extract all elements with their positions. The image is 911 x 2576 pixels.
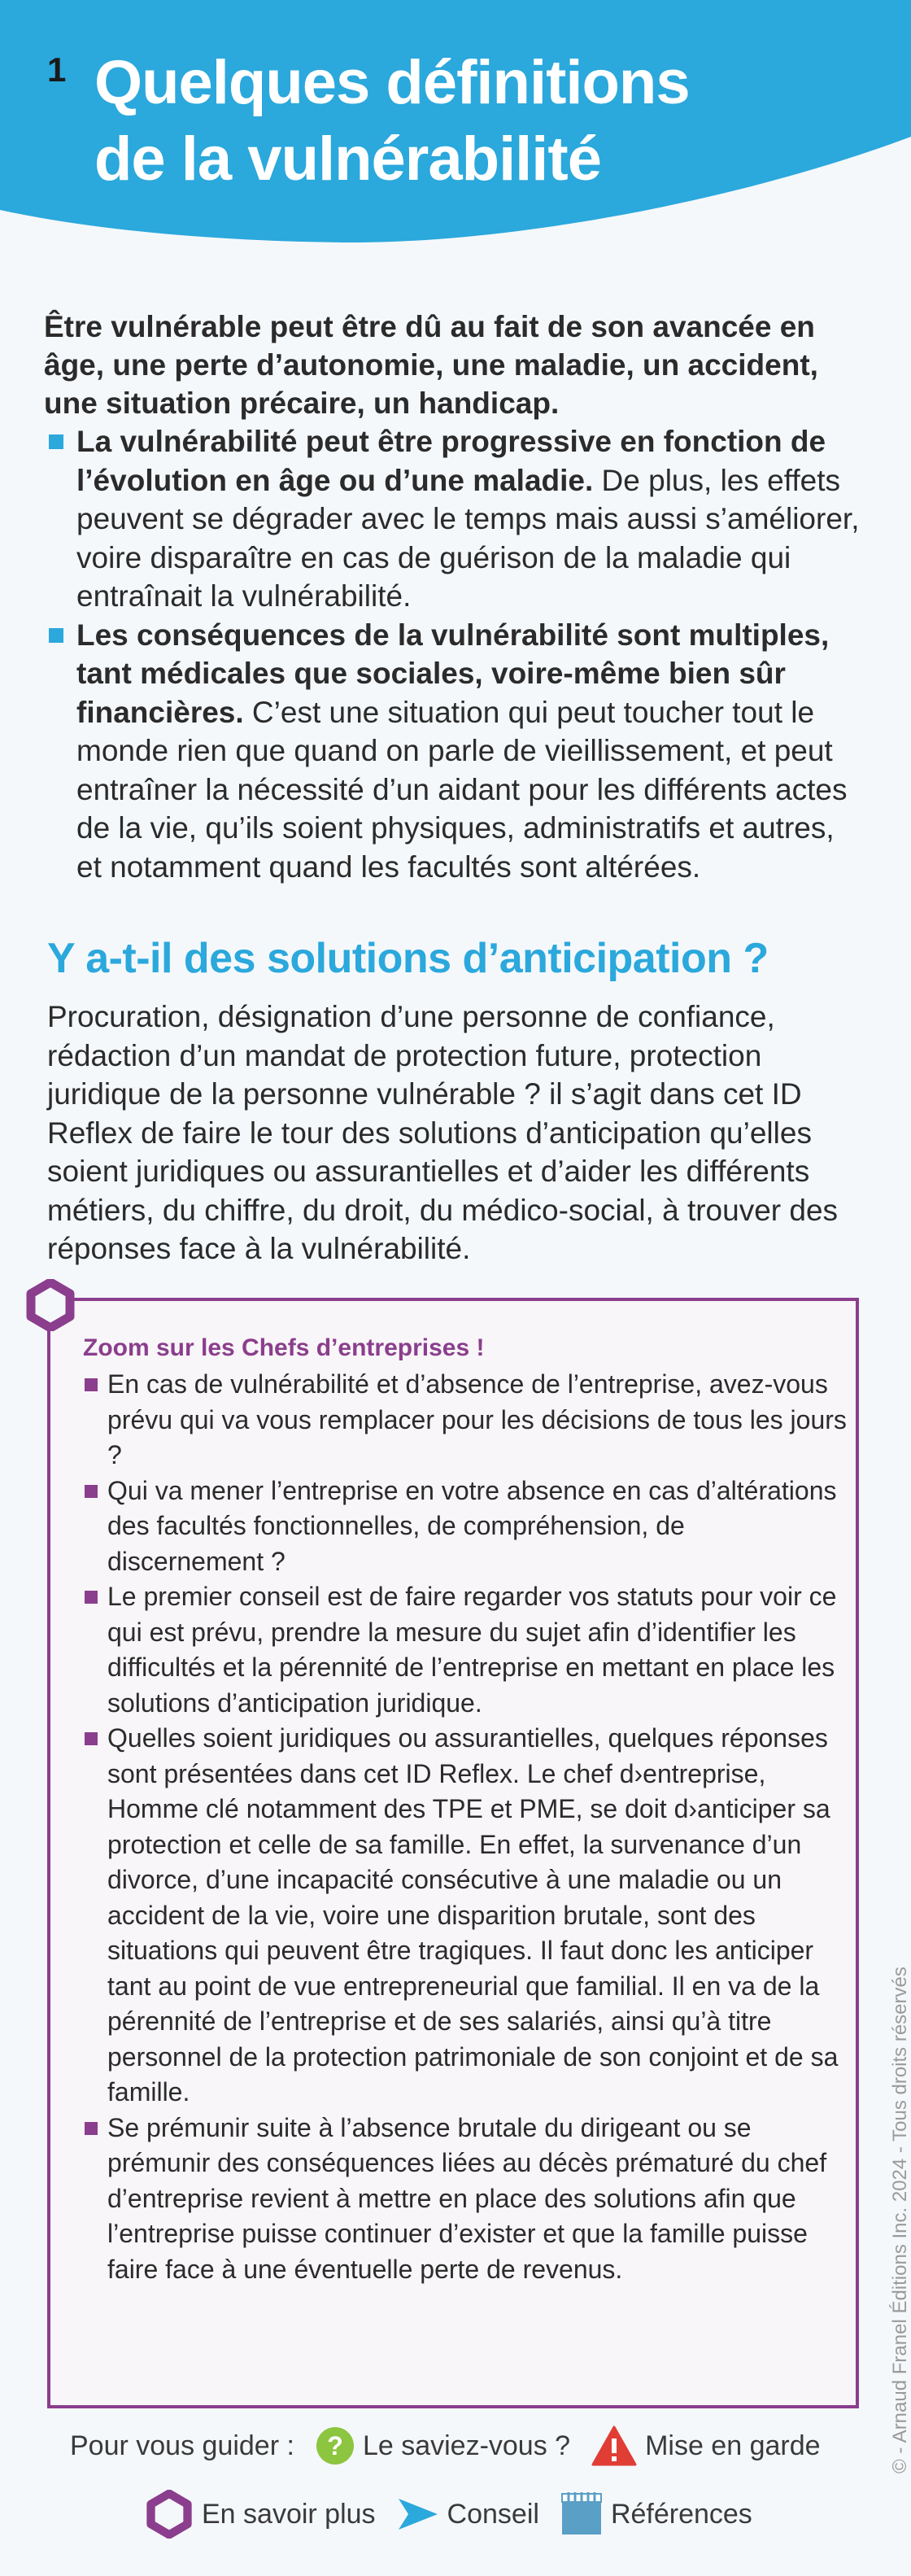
bullet-square-icon — [85, 1485, 98, 1498]
legend-row-1 — [70, 2423, 821, 2469]
bullet-square-icon — [85, 2122, 98, 2135]
chapter-number: 1 — [47, 50, 67, 89]
list-item-bold: Les conséquences de la vulnérabilité sont multiples, tant médicales que sociales, voire-même bien sûr financières. — [76, 618, 830, 729]
bullet-square-icon — [85, 1591, 98, 1604]
list-item: Se prémunir suite à l’absence brutale du dirigeant ou se prémunir des conséquences liées au décès prématuré du chef d’entreprise revient à mettre en place des solutions afin que l’entreprise puisse continuer d’exister et que la famille puisse faire face à une éventuelle perte de revenus. — [83, 2111, 848, 2288]
zoom-title: Zoom sur les Chefs d’entreprises ! — [83, 1334, 485, 1361]
section-text: Procuration, désignation d’une personne de confiance, rédaction d’un mandat de protection future, protection juridique de la personne vulnérable ? il s’agit dans cet ID Reflex de faire le tour des solutions d’anticipation qu’elles soient juridiques ou assurantielles et d’aider les différents métiers, du chiffre, du droit, du médico-social, à trouver des réponses face à la vulnérabilité. — [47, 1000, 839, 1265]
header-banner — [0, 0, 911, 244]
copyright-notice: © - Arnaud Franel Éditions Inc. 2024 - Tous droits réservés — [889, 1967, 911, 2473]
legend-row-2 — [145, 2490, 752, 2539]
section-heading: Y a-t-il des solutions d’anticipation ? — [47, 935, 769, 982]
legend-prefix: Pour vous guider : — [70, 2430, 294, 2461]
arrow-icon — [397, 2495, 439, 2533]
hexagon-icon — [145, 2490, 194, 2539]
warning-icon — [591, 2425, 637, 2466]
list-item-bold: La vulnérabilité peut être progressive en fonction de l’évolution en âge ou d’une maladie. — [76, 425, 826, 497]
legend-conseil: Conseil — [447, 2498, 539, 2530]
zoom-box — [47, 1298, 859, 2408]
bullet-square-icon — [85, 1378, 98, 1391]
zoom-list — [83, 1367, 848, 2287]
book-icon — [560, 2492, 603, 2536]
list-item: En cas de vulnérabilité et d’absence de l’entreprise, avez-vous prévu qui va vous remplacer pour les décisions de tous les jours ? — [83, 1367, 848, 1474]
question-icon — [316, 2426, 355, 2465]
page-title-line1: Quelques définitions — [94, 48, 690, 117]
legend-references: Références — [610, 2498, 752, 2530]
page-title-line2: de la vulnérabilité — [94, 124, 601, 194]
hexagon-icon — [24, 1279, 76, 1331]
bullet-square-icon — [49, 434, 63, 449]
bullet-square-icon — [49, 628, 63, 643]
legend-en-savoir-plus: En savoir plus — [202, 2498, 376, 2530]
list-item — [44, 616, 865, 887]
list-item-text: De plus, les effets peuvent se dégrader avec le temps mais aussi s’améliorer, voire disparaître en cas de guérison de la maladie qui entraînait la vulnérabilité. — [76, 463, 860, 613]
legend-mise-en-garde: Mise en garde — [645, 2430, 821, 2461]
legend-saviez-vous: Le saviez-vous ? — [362, 2430, 571, 2461]
list-item: Le premier conseil est de faire regarder vos statuts pour voir ce qui est prévu, prendre la mesure du sujet afin d’identifier les difficultés et la pérennité de l’entreprise en mettant en place les solutions d’anticipation juridique. — [83, 1579, 848, 1721]
page-title — [94, 45, 690, 198]
list-item: Qui va mener l’entreprise en votre absence en cas d’altérations des facultés fonctionnelles, de compréhension, de discernement ? — [83, 1474, 848, 1580]
definitions-intro: Être vulnérable peut être dû au fait de son avancée en âge, une perte d’autonomie, une maladie, un accident, une situation précaire, un handicap. — [44, 310, 818, 420]
svg-text:?: ? — [327, 2431, 343, 2460]
list-item — [44, 422, 865, 616]
definitions-section — [44, 308, 865, 886]
bullet-square-icon — [85, 1732, 98, 1745]
list-item: Quelles soient juridiques ou assurantielles, quelques réponses sont présentées dans cet ID Reflex. Le chef d›entreprise, Homme clé notamment des TPE et PME, se doit d›anticiper sa protection et celle de sa famille. En effet, la survenance d’un divorce, d’une incapacité consécutive à une maladie ou un accident de la vie, voire une disparition brutale, sont des situations qui peuvent être tragiques. Il faut donc les anticiper tant au point de vue entrepreneurial que familial. Il en va de la pérennité de l’entreprise et de ses salariés, ainsi qu’à titre personnel de la protection patrimoniale de son conjoint et de sa famille. — [83, 1721, 848, 2111]
definitions-list — [44, 422, 865, 886]
list-item-text: C’est une situation qui peut toucher tout le monde rien que quand on parle de vieillissement, et peut entraîner la nécessité d’un aidant pour les différents actes de la vie, qu’ils soient physiques, administratifs et autres, et notamment quand les facultés sont altérées. — [76, 695, 848, 884]
zoom-content — [83, 1332, 848, 2287]
